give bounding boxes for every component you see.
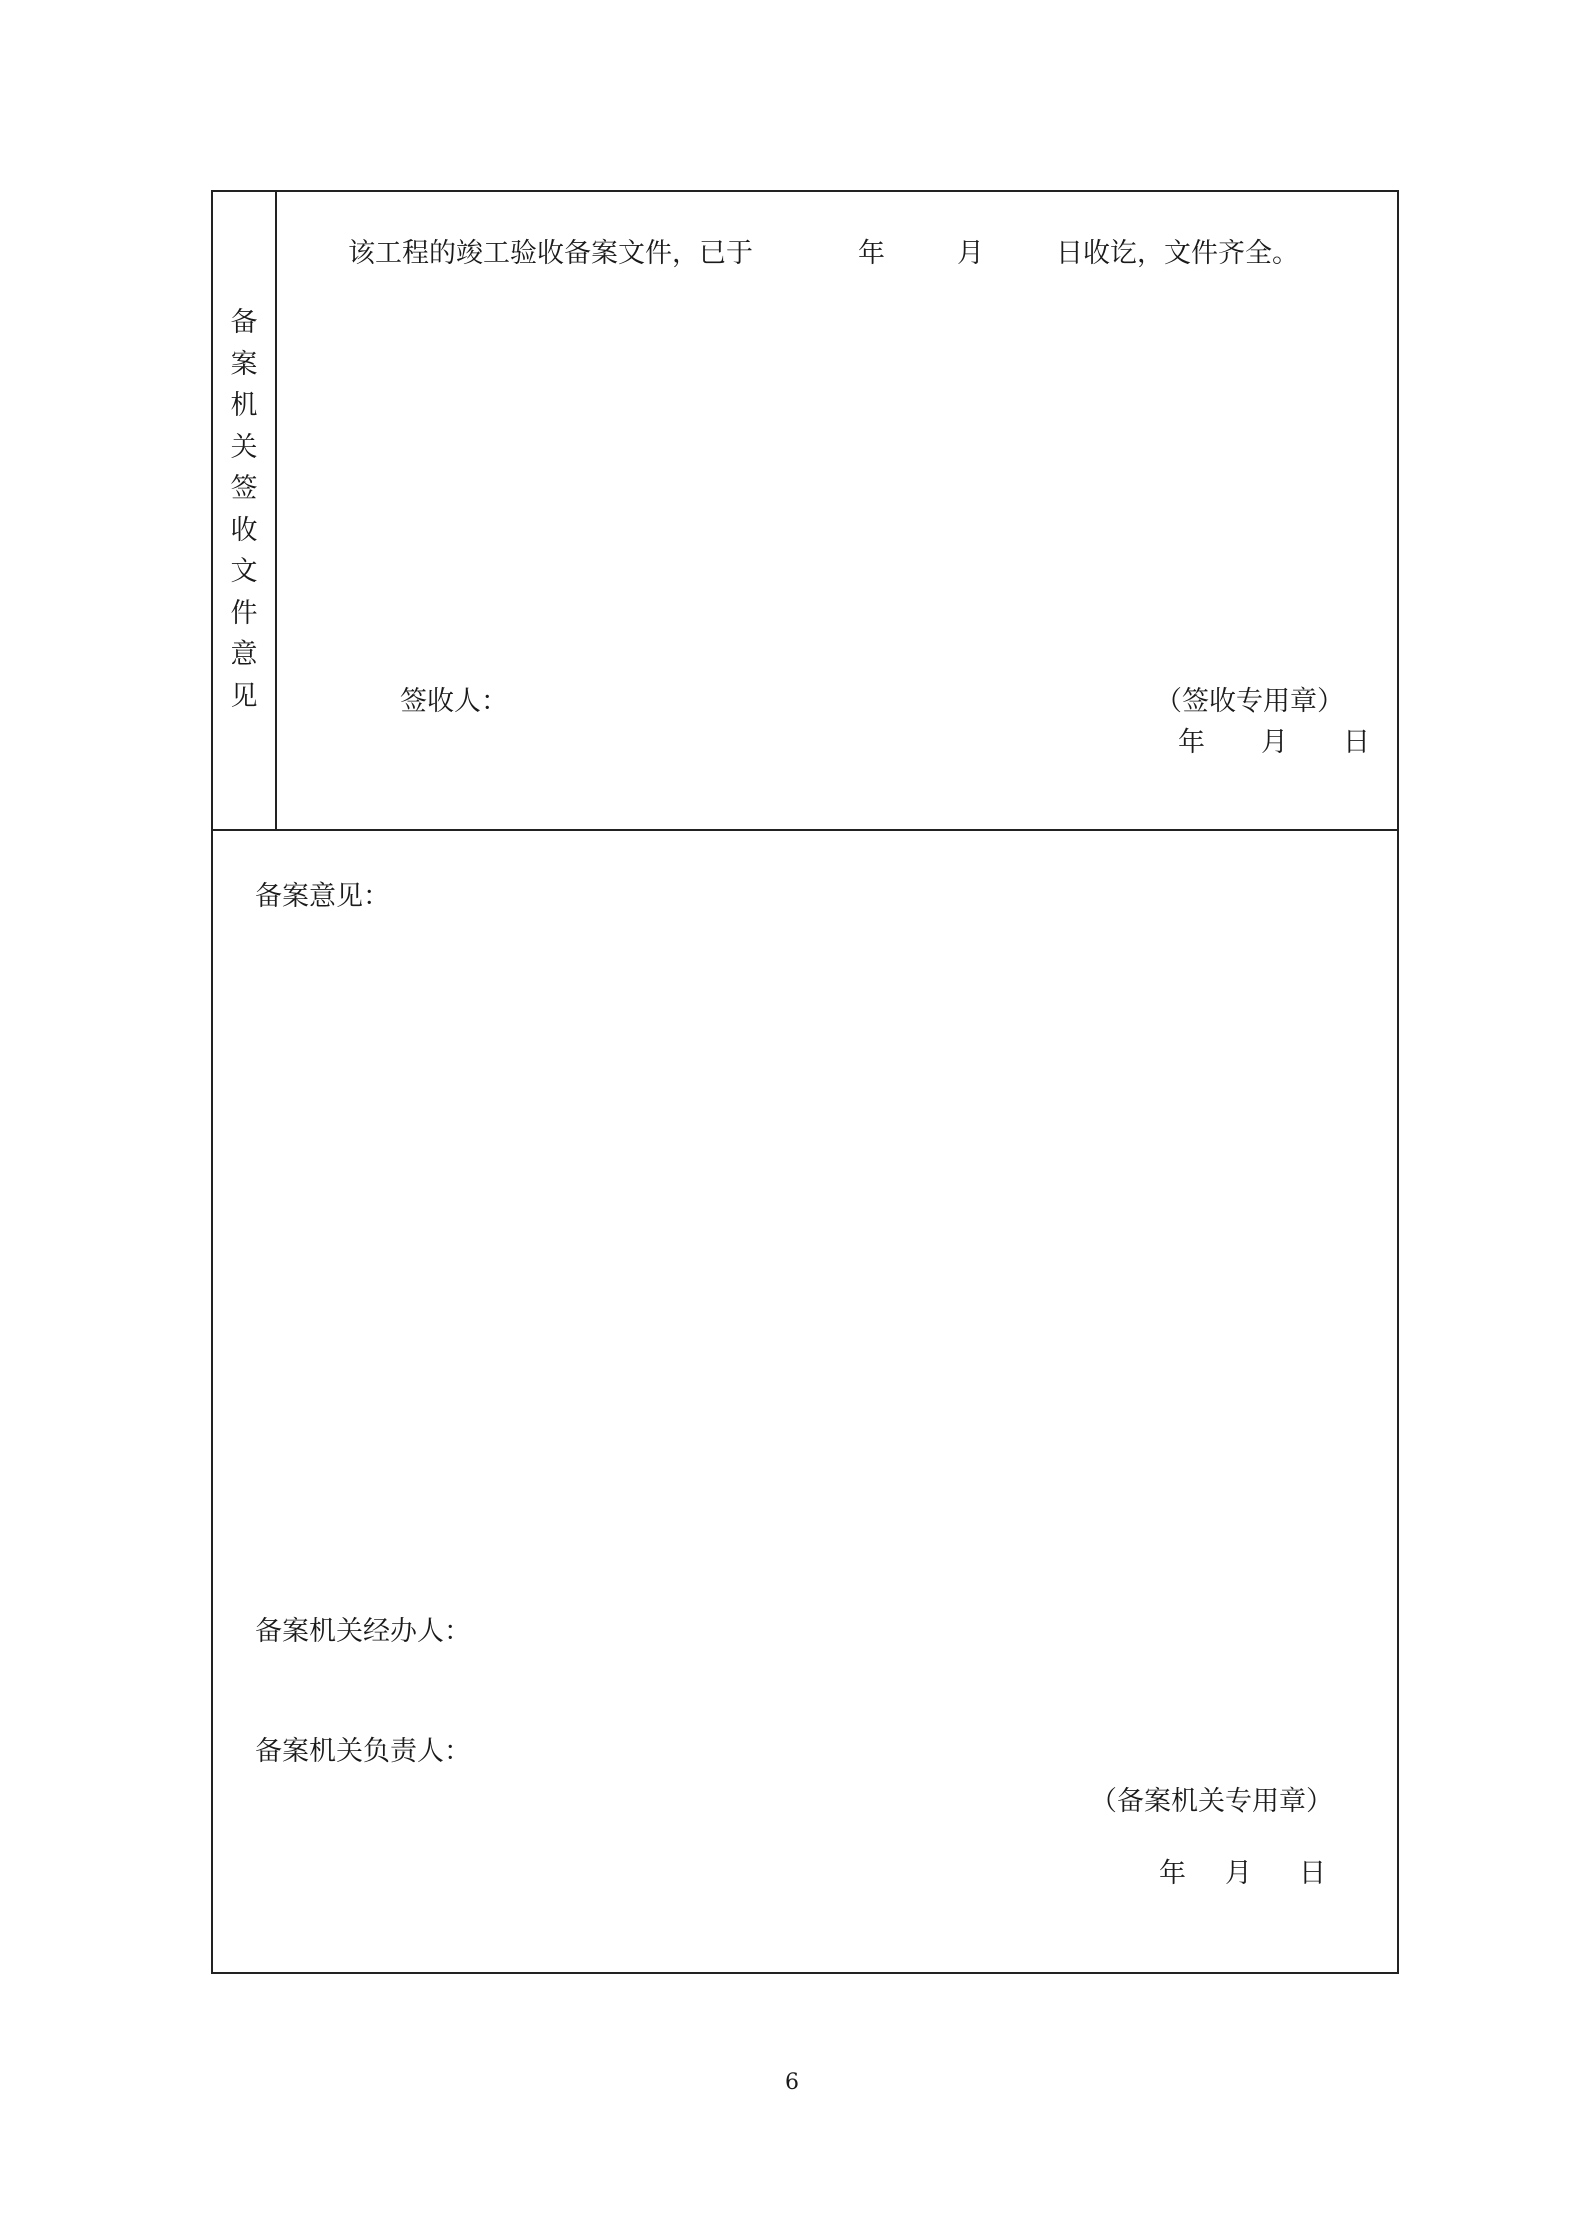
- handler-label: 备案机关经办人：: [255, 1616, 471, 1647]
- label-char: 见: [230, 680, 258, 712]
- receipt-statement-suffix: 日收讫，文件齐全。: [1056, 238, 1299, 269]
- filing-form-table: [211, 190, 1399, 1974]
- label-char: 关: [230, 431, 258, 463]
- label-column-divider: [275, 192, 277, 829]
- filing-date-month: 月: [1225, 1858, 1252, 1889]
- filing-date-year: 年: [1159, 1858, 1186, 1889]
- receipt-year-label: 年: [858, 238, 885, 269]
- filing-seal-label: （备案机关专用章）: [1090, 1786, 1333, 1817]
- label-char: 文: [230, 556, 258, 587]
- label-char: 意: [230, 639, 258, 670]
- label-char: 件: [230, 597, 258, 629]
- label-char: 案: [230, 348, 258, 380]
- filing-opinion-label: 备案意见：: [255, 881, 390, 912]
- label-char: 签: [230, 473, 258, 504]
- section-divider: [213, 829, 1397, 831]
- page-number: 6: [785, 2070, 799, 2095]
- receipt-month-label: 月: [957, 238, 984, 269]
- label-char: 收: [230, 514, 258, 546]
- receipt-date-month: 月: [1261, 727, 1288, 758]
- receipt-seal-label: （签收专用章）: [1155, 686, 1344, 717]
- receipt-date-day: 日: [1343, 727, 1370, 758]
- label-char: 备: [230, 307, 258, 338]
- signer-label: 签收人：: [400, 686, 508, 717]
- receipt-statement-prefix: 该工程的竣工验收备案文件，已于: [348, 238, 753, 269]
- receipt-date-year: 年: [1178, 727, 1205, 758]
- receipt-opinion-vertical-label: [213, 302, 275, 717]
- filing-date-day: 日: [1299, 1858, 1326, 1889]
- responsible-person-label: 备案机关负责人：: [255, 1736, 471, 1767]
- label-char: 机: [230, 390, 258, 421]
